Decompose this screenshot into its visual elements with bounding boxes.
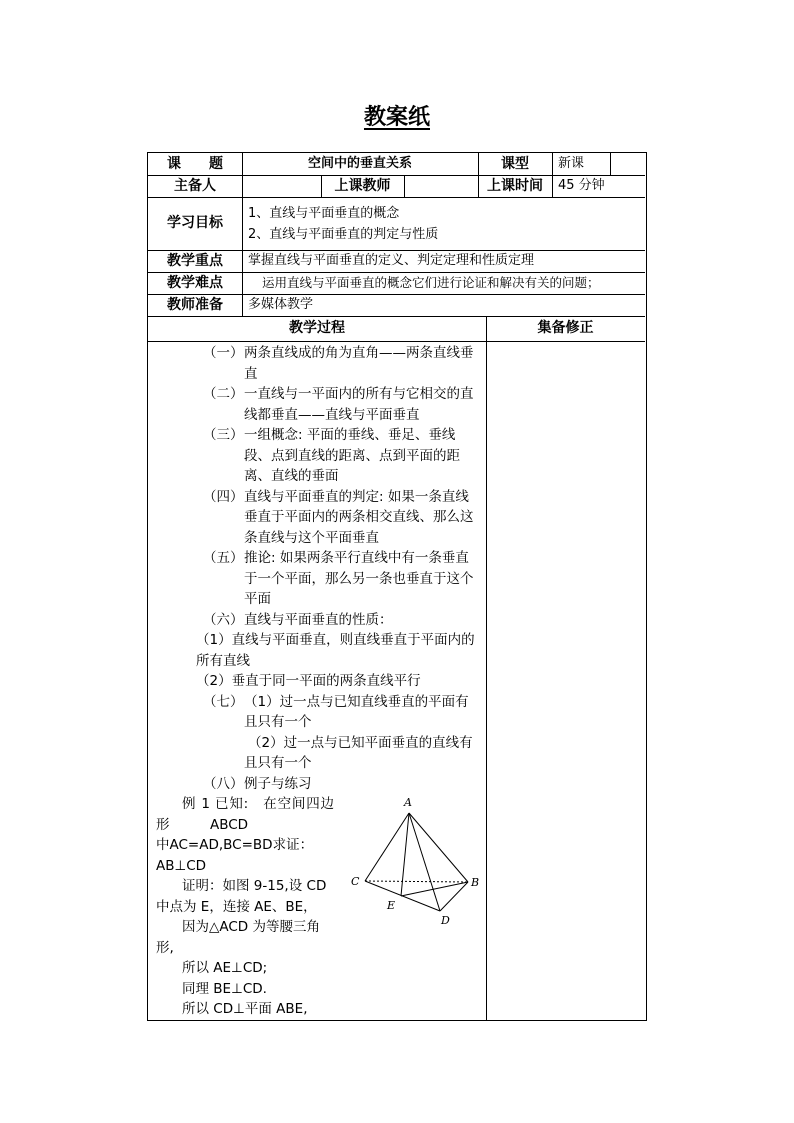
goals-label: 学习目标 (167, 215, 223, 231)
example-line-6: 同理 BE⊥CD. (182, 980, 267, 997)
example-line-1: 例 1 已知: 在空间四边 形 ABCD (156, 796, 361, 833)
example-line-4: 因为△ACD 为等腰三角形, (156, 919, 320, 956)
example-line-2: 中AC=AD,BC=BD求证：AB⊥CD (156, 837, 314, 874)
difficulties-label: 教学难点 (167, 275, 223, 291)
example-line-7: 所以 CD⊥平面 ABE, (182, 1001, 308, 1017)
example-line-5: 所以 AE⊥CD; (182, 960, 268, 976)
type-value: 新课 (558, 156, 585, 171)
revision-header: 集备修正 (537, 320, 594, 336)
process-header: 教学过程 (289, 320, 345, 336)
process-item: （二） 一直线与一平面内的所有与它相交的直线都垂直——直线与平面垂直 (203, 386, 474, 423)
edge-ab (409, 813, 468, 882)
edge-ae (401, 813, 409, 896)
preparation-value: 多媒体教学 (248, 297, 314, 312)
course-label: 课 题 (167, 156, 223, 172)
edge-db (440, 882, 468, 911)
edge-ac (365, 813, 409, 881)
label-e: E (387, 899, 396, 912)
label-c: C (351, 875, 360, 888)
goals-line-1: 1、直线与平面垂直的概念 (248, 206, 400, 221)
time-value: 45 分钟 (558, 178, 605, 193)
process-item-7: （七） （1）过一点与已知直线垂直的平面有且只有一个 (203, 693, 469, 730)
label-a: A (404, 796, 412, 809)
preparer-label: 主备人 (174, 178, 216, 194)
teacher-label: 上课教师 (334, 178, 391, 194)
process-item: （三） 一组概念: 平面的垂线、垂足、垂线段、点到直线的距离、点到平面的距离、直线的垂面 (203, 427, 460, 484)
edge-ad (409, 813, 440, 911)
process-item-7b: （2）过一点与已知平面垂直的直线有且只有一个 (244, 734, 473, 771)
type-label: 课型 (501, 156, 529, 172)
key-points-label: 教学重点 (167, 253, 223, 269)
course-value: 空间中的垂直关系 (307, 156, 412, 171)
label-b: B (471, 876, 480, 889)
example-line-3: 证明：如图 9-15,设 CD 中点为 E，连接 AE、BE， (156, 878, 327, 915)
tetrahedron-figure (343, 793, 488, 928)
edge-cb-hidden (365, 881, 468, 882)
lesson-plan-table (147, 152, 647, 1021)
process-item: （四） 直线与平面垂直的判定: 如果一条直线垂直于平面内的两条相交直线、那么这条直线与这个平面垂直 (203, 488, 474, 546)
time-label: 上课时间 (487, 178, 543, 194)
process-item-8: （八） 例子与练习 (203, 775, 312, 792)
process-item: （一） 两条直线成的角为直角——两条直线垂直 (203, 345, 474, 382)
label-d: D (441, 914, 450, 927)
property-1: （1）直线与平面垂直，则直线垂直于平面内的所有直线 (196, 632, 475, 669)
preparation-label: 教师准备 (167, 297, 223, 313)
goals-line-2: 2、直线与平面垂直的判定与性质 (248, 227, 439, 242)
key-points-value: 掌握直线与平面垂直的定义、判定定理和性质定理 (248, 253, 535, 268)
difficulties-value: 运用直线与平面垂直的概念它们进行论证和解决有关的问题； (262, 275, 600, 290)
property-2: （2）垂直于同一平面的两条直线平行 (196, 673, 421, 689)
process-item: （五） 推论: 如果两条平行直线中有一条垂直于一个平面，那么另一条也垂直于这个平面 (203, 550, 474, 607)
process-item: （六） 直线与平面垂直的性质： (203, 611, 393, 628)
page-title: 教案纸 (363, 105, 430, 130)
